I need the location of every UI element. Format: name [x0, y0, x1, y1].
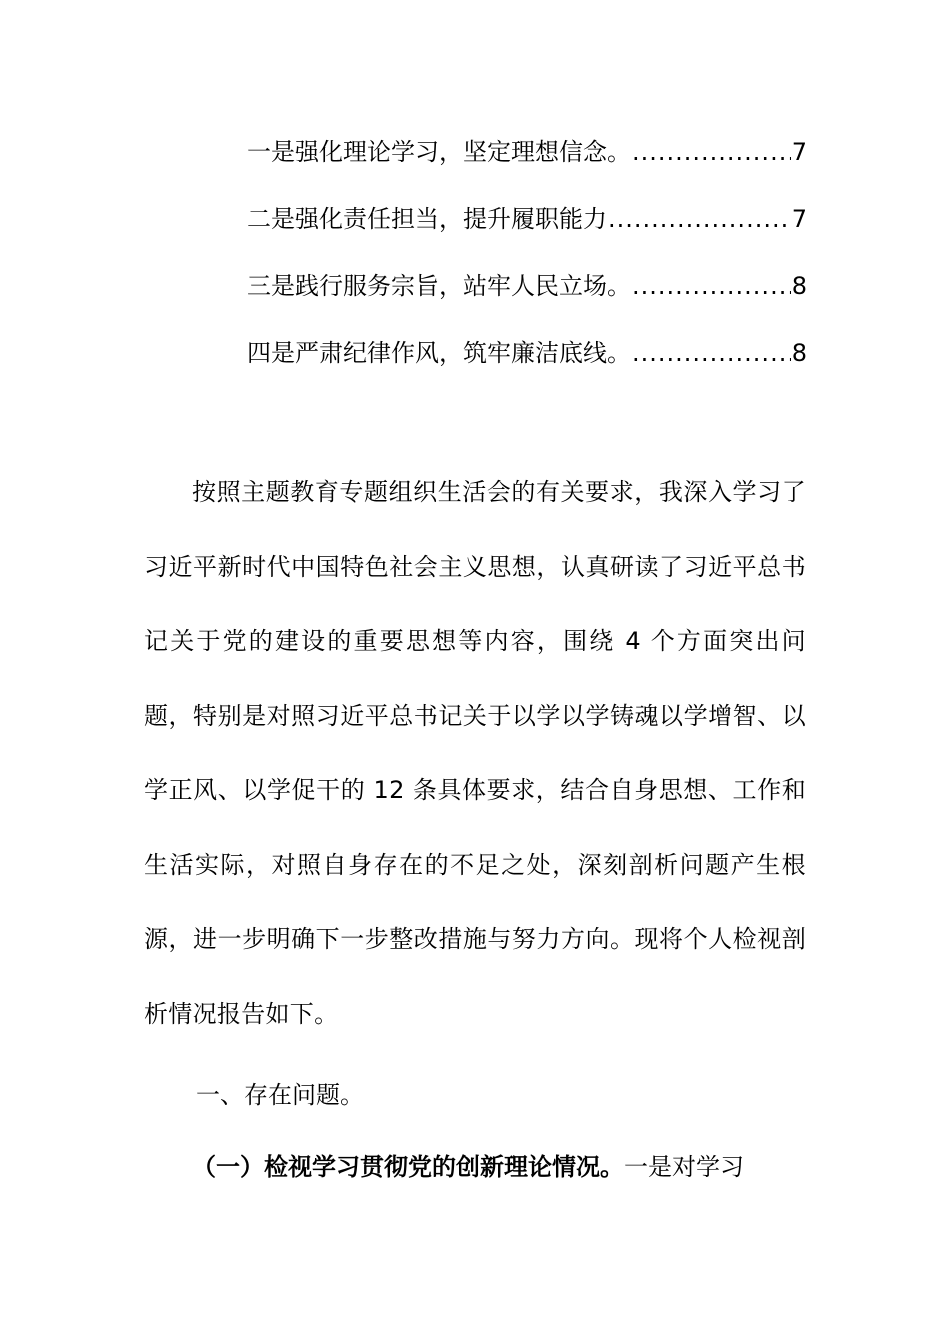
subsection-paragraph: [144, 1145, 806, 1189]
intro-paragraph: 按照主题教育专题组织生活会的有关要求，我深入学习了习近平新时代中国特色社会主义思想，认真研读了习近平总书记关于党的建设的重要思想等内容，围绕 4 个方面突出问题，特别是对照习近平总书记关于以学以学铸魂以学增智、以学正风、以学促干的 12 条具体要求，结合自身思想、工作和生活实际，对照自身存在的不足之处，深刻剖析问题产生根源，进一步明确下一步整改措施与努力方向。现将个人检视剖析情况报告如下。: [144, 478, 806, 1028]
toc-entry[interactable]: [247, 331, 807, 398]
section-heading: 一、存在问题。: [196, 1081, 364, 1109]
toc-leader-dots: [608, 197, 791, 241]
toc-entry-title: 二是强化责任担当，提升履职能力: [247, 205, 607, 233]
toc-entry-page: 7: [791, 138, 807, 166]
toc-entry-title: 三是践行服务宗旨，站牢人民立场。: [247, 272, 631, 300]
toc-entry-page: 7: [791, 205, 807, 233]
toc-entry-page: 8: [791, 339, 807, 367]
subsection-heading: （一）检视学习贯彻党的创新理论情况。: [192, 1153, 624, 1181]
toc-leader-dots: [632, 130, 791, 174]
table-of-contents: [247, 130, 807, 398]
toc-entry-title: 四是严肃纪律作风，筑牢廉洁底线。: [247, 339, 631, 367]
toc-leader-dots: [632, 331, 791, 375]
toc-entry[interactable]: [247, 130, 807, 197]
toc-entry[interactable]: [247, 264, 807, 331]
toc-entry-title: 一是强化理论学习，坚定理想信念。: [247, 138, 631, 166]
toc-entry[interactable]: [247, 197, 807, 264]
toc-entry-page: 8: [791, 272, 807, 300]
subsection-text: 一是对学习: [624, 1153, 744, 1181]
toc-leader-dots: [632, 264, 791, 308]
